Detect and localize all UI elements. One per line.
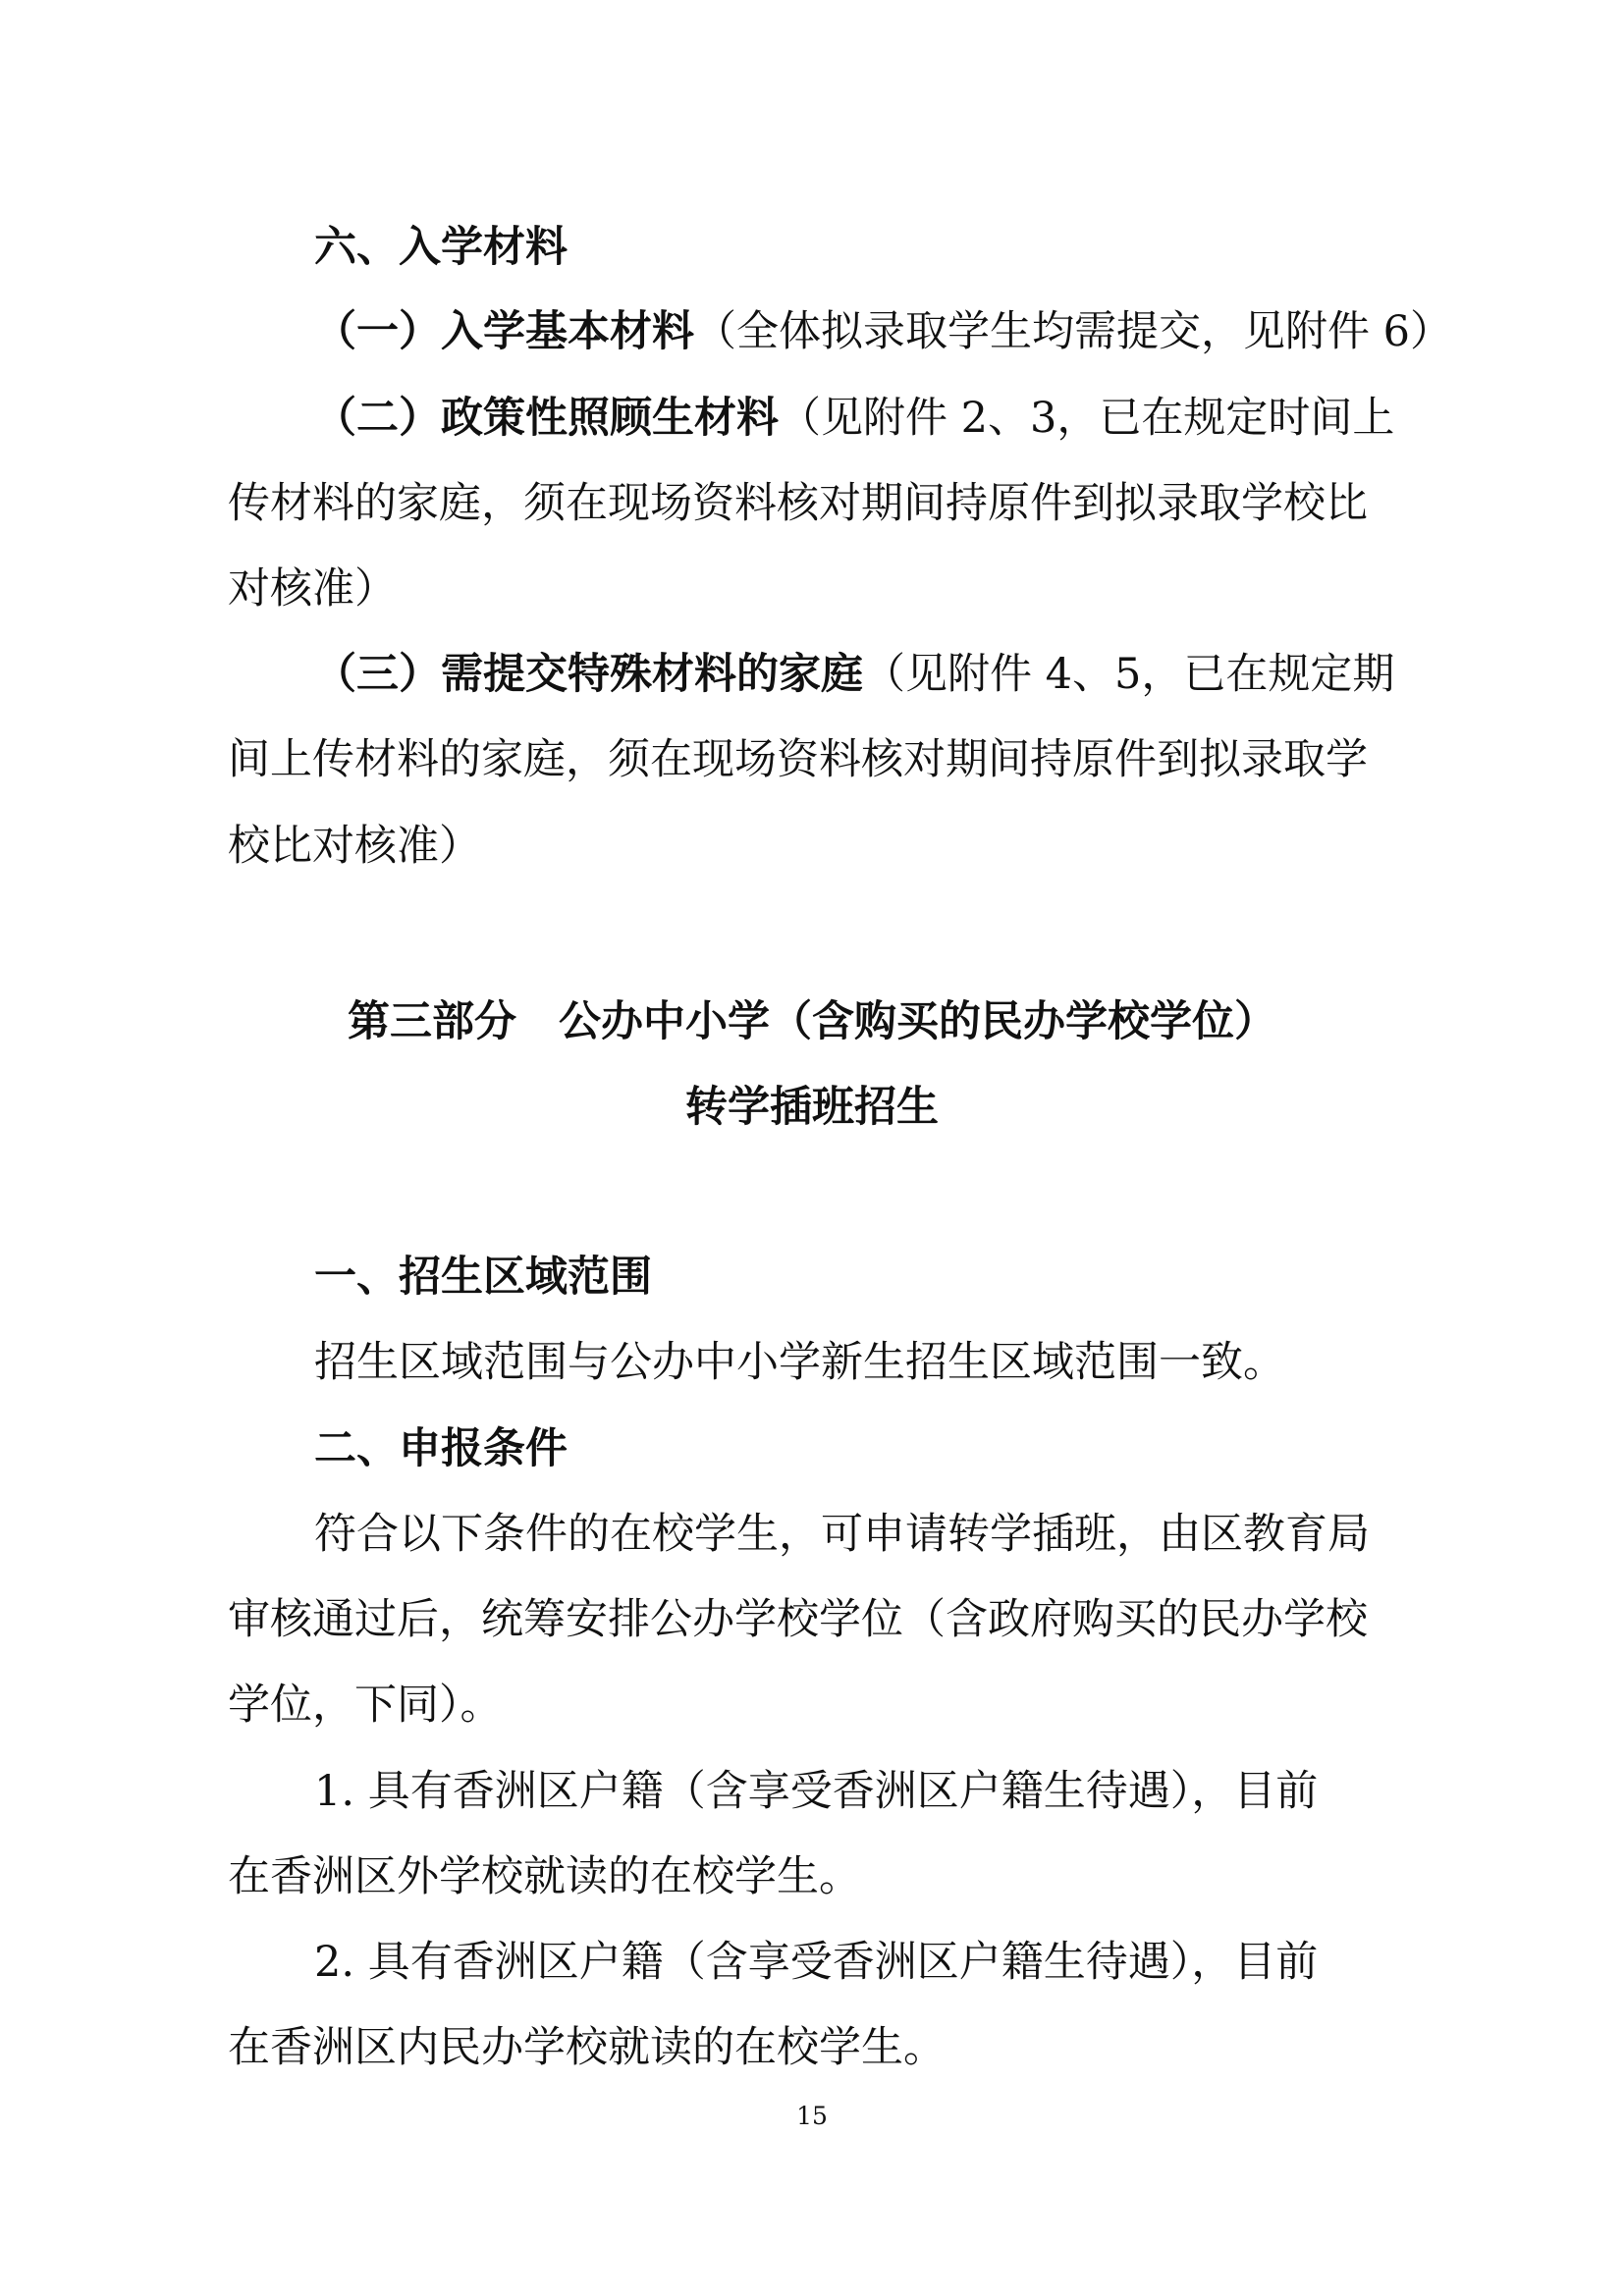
part-subtitle: 转学插班招生 [685,1083,939,1132]
item-label: （二）政策性照顾生材料 [314,394,779,443]
paragraph-line: 在香洲区外学校就读的在校学生。 [228,1852,861,1901]
paragraph-line: 间上传材料的家庭，须在现场资料核对期间持原件到拟录取学 [228,735,1368,784]
paragraph-item-3 [314,645,1394,704]
page-number: 15 [796,2102,828,2130]
paragraph-line: 在香洲区内民办学校就读的在校学生。 [228,2023,946,2072]
paragraph-line: 对核准） [228,564,397,614]
paragraph-line: 校比对核准） [228,822,481,871]
item-note: （见附件 2、3，已在规定时间上 [779,394,1395,443]
part-title: 第三部分 公办中小学（含购买的民办学校学位） [348,997,1276,1046]
paragraph-line: 招生区域范围与公办中小学新生招生区域范围一致。 [314,1338,1285,1387]
section-heading: 二、申报条件 [314,1424,568,1473]
paragraph-item-2 [314,389,1394,448]
paragraph-line: 传材料的家庭，须在现场资料核对期间持原件到拟录取学校比 [228,479,1368,528]
section-heading: 六、入学材料 [314,223,568,272]
section-heading: 一、招生区域范围 [314,1253,652,1302]
item-note: （全体拟录取学生均需提交，见附件 6） [694,307,1453,356]
paragraph-line: 符合以下条件的在校学生，可申请转学插班，由区教育局 [314,1510,1370,1559]
item-label: （一）入学基本材料 [314,307,694,356]
item-label: （三）需提交特殊材料的家庭 [314,650,863,699]
list-item: 2. 具有香洲区户籍（含享受香洲区户籍生待遇），目前 [314,1938,1319,1987]
list-item: 1. 具有香洲区户籍（含享受香洲区户籍生待遇），目前 [314,1767,1319,1816]
paragraph-line: 学位，下同）。 [228,1681,503,1730]
item-note: （见附件 4、5，已在规定期 [863,650,1395,699]
paragraph-item-1 [314,302,1452,361]
paragraph-line: 审核通过后，统筹安排公办学校学位（含政府购买的民办学校 [228,1595,1368,1644]
